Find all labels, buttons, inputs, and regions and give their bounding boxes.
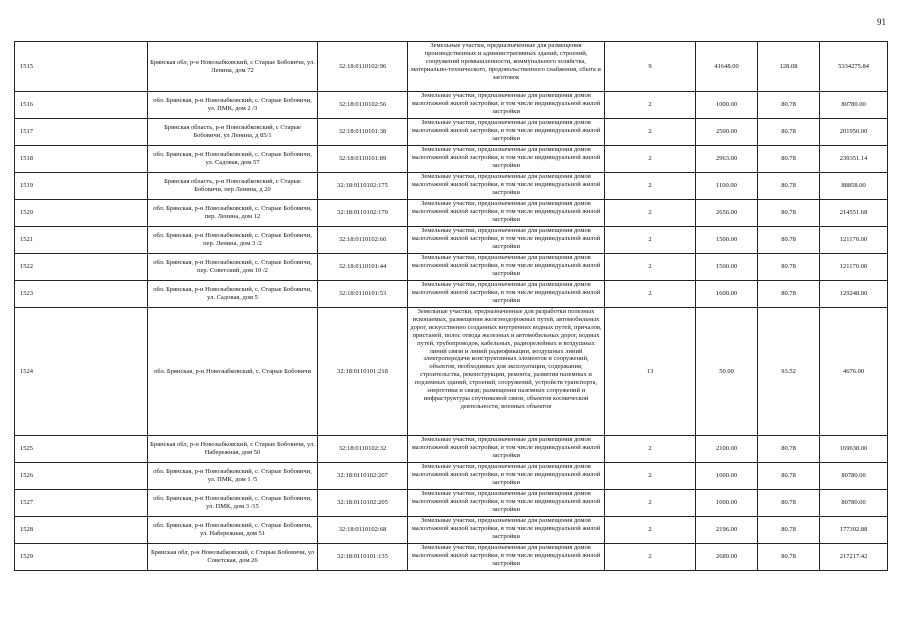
table-row xyxy=(15,227,888,254)
area-cell: 41648.00 xyxy=(696,42,758,92)
land-use-cell: Земельные участки, предназначенные для размещения домов малоэтажной жилой застройки, в том числе индивидуальной жилой застройки xyxy=(408,254,605,281)
cadastral-value-cell: 121170.00 xyxy=(820,227,888,254)
use-group-cell: 2 xyxy=(605,254,696,281)
cadastral-number-cell: 32:18:0110102:96 xyxy=(318,42,408,92)
cadastral-number-cell: 32:18:0110102:68 xyxy=(318,517,408,544)
specific-value-cell: 80.78 xyxy=(758,92,820,119)
land-use-cell: Земельные участки, предназначенные для размещения домов малоэтажной жилой застройки, в том числе индивидуальной жилой застройки xyxy=(408,119,605,146)
use-group-cell: 2 xyxy=(605,92,696,119)
address-cell: Брянская область, р-н Новозыбковский, с Старые Бобовичи, ул Ленина, д 85/1 xyxy=(148,119,318,146)
address-cell: обл. Брянская, р-н Новозыбковский, с. Старые Бобовичи, пер. Ленина, дом 3 /2 xyxy=(148,227,318,254)
table-row xyxy=(15,490,888,517)
land-use-cell: Земельные участки, предназначенные для размещения домов малоэтажной жилой застройки, в том числе индивидуальной жилой застройки xyxy=(408,490,605,517)
cadastral-number-cell: 32:18:0110102:207 xyxy=(318,463,408,490)
row-number-cell: 1524 xyxy=(15,308,148,436)
use-group-cell: 2 xyxy=(605,281,696,308)
use-group-cell: 13 xyxy=(605,308,696,436)
table-row xyxy=(15,200,888,227)
cadastral-value-cell: 217217.42 xyxy=(820,544,888,571)
area-cell: 1000.00 xyxy=(696,463,758,490)
table-row xyxy=(15,281,888,308)
row-number-cell: 1522 xyxy=(15,254,148,281)
address-cell: обл. Брянская, р-н Новозыбковский, с. Старые Бобовичи, ул. Садовая, дом 5 xyxy=(148,281,318,308)
page-number: 91 xyxy=(877,17,886,27)
row-number-cell: 1515 xyxy=(15,42,148,92)
cadastral-value-cell: 121170.00 xyxy=(820,254,888,281)
land-use-cell: Земельные участки, предназначенные для размещения домов малоэтажной жилой застройки, в том числе индивидуальной жилой застройки xyxy=(408,544,605,571)
table-row xyxy=(15,92,888,119)
specific-value-cell: 128.08 xyxy=(758,42,820,92)
cadastral-number-cell: 32:18:0110102:66 xyxy=(318,227,408,254)
address-cell: обл. Брянская, р-н Новозыбковский, с. Старые Бобовичи, пер. Советский, дом 10 /2 xyxy=(148,254,318,281)
cadastral-number-cell: 32:18:0110101:218 xyxy=(318,308,408,436)
address-cell: обл. Брянская, р-н Новозыбковский, с. Старые Бобовичи, пер. Ленина, дом 12 xyxy=(148,200,318,227)
area-cell: 1100.00 xyxy=(696,173,758,200)
row-number-cell: 1523 xyxy=(15,281,148,308)
row-number-cell: 1516 xyxy=(15,92,148,119)
area-cell: 1500.00 xyxy=(696,254,758,281)
address-cell: обл. Брянская, р-н Новозыбковский, с. Старые Бобовичи, ул. ПМК, дом 1 /5 xyxy=(148,463,318,490)
specific-value-cell: 80.78 xyxy=(758,490,820,517)
specific-value-cell: 80.78 xyxy=(758,281,820,308)
cadastral-value-cell: 214551.68 xyxy=(820,200,888,227)
table-row xyxy=(15,146,888,173)
specific-value-cell: 80.78 xyxy=(758,436,820,463)
table-row xyxy=(15,119,888,146)
address-cell: Брянская обл, р-н Новозыбковский, с Старые Бобовичи, ул. Ленина, дом 72 xyxy=(148,42,318,92)
specific-value-cell: 80.78 xyxy=(758,173,820,200)
use-group-cell: 2 xyxy=(605,490,696,517)
land-use-cell: Земельные участки, предназначенные для размещения домов малоэтажной жилой застройки, в том числе индивидуальной жилой застройки xyxy=(408,146,605,173)
specific-value-cell: 80.78 xyxy=(758,254,820,281)
row-number-cell: 1525 xyxy=(15,436,148,463)
cadastral-number-cell: 32:18:0110102:179 xyxy=(318,200,408,227)
area-cell: 2100.00 xyxy=(696,436,758,463)
use-group-cell: 2 xyxy=(605,119,696,146)
table-row xyxy=(15,544,888,571)
land-use-cell: Земельные участки, предназначенные для размещения домов малоэтажной жилой застройки, в том числе индивидуальной жилой застройки xyxy=(408,173,605,200)
row-number-cell: 1529 xyxy=(15,544,148,571)
specific-value-cell: 80.78 xyxy=(758,146,820,173)
use-group-cell: 2 xyxy=(605,227,696,254)
use-group-cell: 2 xyxy=(605,146,696,173)
use-group-cell: 2 xyxy=(605,173,696,200)
cadastral-value-cell: 177392.88 xyxy=(820,517,888,544)
land-use-cell: Земельные участки, предназначенные для размещения домов малоэтажной жилой застройки, в том числе индивидуальной жилой застройки xyxy=(408,92,605,119)
cadastral-value-cell: 80780.00 xyxy=(820,490,888,517)
specific-value-cell: 80.78 xyxy=(758,119,820,146)
row-number-cell: 1526 xyxy=(15,463,148,490)
cadastral-value-cell: 80780.00 xyxy=(820,92,888,119)
cadastral-value-cell: 201950.00 xyxy=(820,119,888,146)
use-group-cell: 2 xyxy=(605,436,696,463)
cadastral-value-cell: 169638.00 xyxy=(820,436,888,463)
land-registry-table xyxy=(14,41,888,571)
area-cell: 2689.00 xyxy=(696,544,758,571)
address-cell: обл. Брянская, р-н Новозыбковский, с. Старые Бобовичи, ул. ПМК, дом 2 /3 xyxy=(148,92,318,119)
cadastral-number-cell: 32:18:0110101:89 xyxy=(318,146,408,173)
table-body xyxy=(15,42,888,571)
address-cell: обл. Брянская, р-н Новозыбковский, с. Старые Бобовичи, ул. Садовая, дом 57 xyxy=(148,146,318,173)
table-row xyxy=(15,254,888,281)
cadastral-value-cell: 88858.00 xyxy=(820,173,888,200)
area-cell: 50.00 xyxy=(696,308,758,436)
table-row xyxy=(15,173,888,200)
area-cell: 2963.00 xyxy=(696,146,758,173)
cadastral-value-cell: 4676.00 xyxy=(820,308,888,436)
land-use-cell: Земельные участки, предназначенные для размещения домов малоэтажной жилой застройки, в том числе индивидуальной жилой застройки xyxy=(408,227,605,254)
specific-value-cell: 80.78 xyxy=(758,200,820,227)
land-use-cell: Земельные участки, предназначенные для размещения домов малоэтажной жилой застройки, в том числе индивидуальной жилой застройки xyxy=(408,200,605,227)
use-group-cell: 2 xyxy=(605,200,696,227)
cadastral-value-cell: 129248.00 xyxy=(820,281,888,308)
specific-value-cell: 93.52 xyxy=(758,308,820,436)
cadastral-number-cell: 32:18:0110102:32 xyxy=(318,436,408,463)
cadastral-number-cell: 32:18:0110102:56 xyxy=(318,92,408,119)
use-group-cell: 2 xyxy=(605,517,696,544)
cadastral-number-cell: 32:18:0110101:53 xyxy=(318,281,408,308)
row-number-cell: 1518 xyxy=(15,146,148,173)
table-row xyxy=(15,517,888,544)
address-cell: Брянская область, р-н Новозыбковский, с Старые Бобовичи, пер Ленина, д 20 xyxy=(148,173,318,200)
land-use-cell: Земельные участки, предназначенные для размещения домов малоэтажной жилой застройки, в том числе индивидуальной жилой застройки xyxy=(408,281,605,308)
area-cell: 2196.00 xyxy=(696,517,758,544)
use-group-cell: 2 xyxy=(605,463,696,490)
area-cell: 1000.00 xyxy=(696,92,758,119)
cadastral-number-cell: 32:18:0110101:44 xyxy=(318,254,408,281)
address-cell: обл. Брянская, р-н Новозыбковский, с. Старые Бобовичи xyxy=(148,308,318,436)
cadastral-value-cell: 80780.00 xyxy=(820,463,888,490)
table-row xyxy=(15,463,888,490)
table-row xyxy=(15,436,888,463)
address-cell: обл. Брянская, р-н Новозыбковский, с. Старые Бобовичи, ул. Набережная, дом 51 xyxy=(148,517,318,544)
land-use-cell: Земельные участки, предназначенные для размещения домов малоэтажной жилой застройки, в том числе индивидуальной жилой застройки xyxy=(408,517,605,544)
use-group-cell: 2 xyxy=(605,544,696,571)
specific-value-cell: 80.78 xyxy=(758,227,820,254)
cadastral-number-cell: 32:18:0110101:135 xyxy=(318,544,408,571)
specific-value-cell: 80.78 xyxy=(758,463,820,490)
address-cell: Брянская обл, р-н Новозыбковский, с Старые Бобовичи, ул. Набережная, дом 50 xyxy=(148,436,318,463)
area-cell: 1600.00 xyxy=(696,281,758,308)
table-row xyxy=(15,42,888,92)
cadastral-number-cell: 32:18:0110101:38 xyxy=(318,119,408,146)
row-number-cell: 1520 xyxy=(15,200,148,227)
row-number-cell: 1528 xyxy=(15,517,148,544)
address-cell: обл. Брянская, р-н Новозыбковский, с. Старые Бобовичи, ул. ПМК, дом 3 /15 xyxy=(148,490,318,517)
specific-value-cell: 80.78 xyxy=(758,517,820,544)
land-use-cell: Земельные участки, предназначенные для размещения домов малоэтажной жилой застройки, в том числе индивидуальной жилой застройки xyxy=(408,463,605,490)
area-cell: 1000.00 xyxy=(696,490,758,517)
cadastral-value-cell: 239351.14 xyxy=(820,146,888,173)
row-number-cell: 1517 xyxy=(15,119,148,146)
area-cell: 1500.00 xyxy=(696,227,758,254)
address-cell: Брянская обл, р-н Новозыбковский, с Старые Бобовичи, ул Советская, дом 26 xyxy=(148,544,318,571)
area-cell: 2500.00 xyxy=(696,119,758,146)
cadastral-number-cell: 32:18:0110102:205 xyxy=(318,490,408,517)
row-number-cell: 1527 xyxy=(15,490,148,517)
row-number-cell: 1519 xyxy=(15,173,148,200)
use-group-cell: 9 xyxy=(605,42,696,92)
land-use-cell: Земельные участки, предназначенные для разработки полезных ископаемых, размещения железнодорожных путей, автомобильных дорог, искусственно созданных внутренних водных путей, причалов, пристаней, полос отвода железных и автомобильных дорог, водных путей, трубопроводов, кабельных, радиорелейных и воздушных линий связи и линий радиофикации, воздушных линий электропередачи конструктивных элементов и сооружений, объектов, необходимых для эксплуатации, содержания, строительства, реконструкции, ремонта, развития наземных и подземных зданий, строений, сооружений, устройств транспорта, энергетики и связи; размещения наземных сооружений и инфраструктуры спутниковой связи, объектов космической деятельности, военных объектов xyxy=(408,308,605,436)
specific-value-cell: 80.78 xyxy=(758,544,820,571)
row-number-cell: 1521 xyxy=(15,227,148,254)
land-use-cell: Земельные участки, предназначенные для размещения домов малоэтажной жилой застройки, в том числе индивидуальной жилой застройки xyxy=(408,436,605,463)
area-cell: 2656.00 xyxy=(696,200,758,227)
land-use-cell: Земельные участки, предназначенные для размещения производственных и административных зданий, строений, сооружений промышленности, коммунального хозяйства, материально-технического, продовольственного снабжения, сбыта и заготовок xyxy=(408,42,605,92)
cadastral-value-cell: 5334275.84 xyxy=(820,42,888,92)
table-row xyxy=(15,308,888,436)
cadastral-number-cell: 32:18:0110102:175 xyxy=(318,173,408,200)
